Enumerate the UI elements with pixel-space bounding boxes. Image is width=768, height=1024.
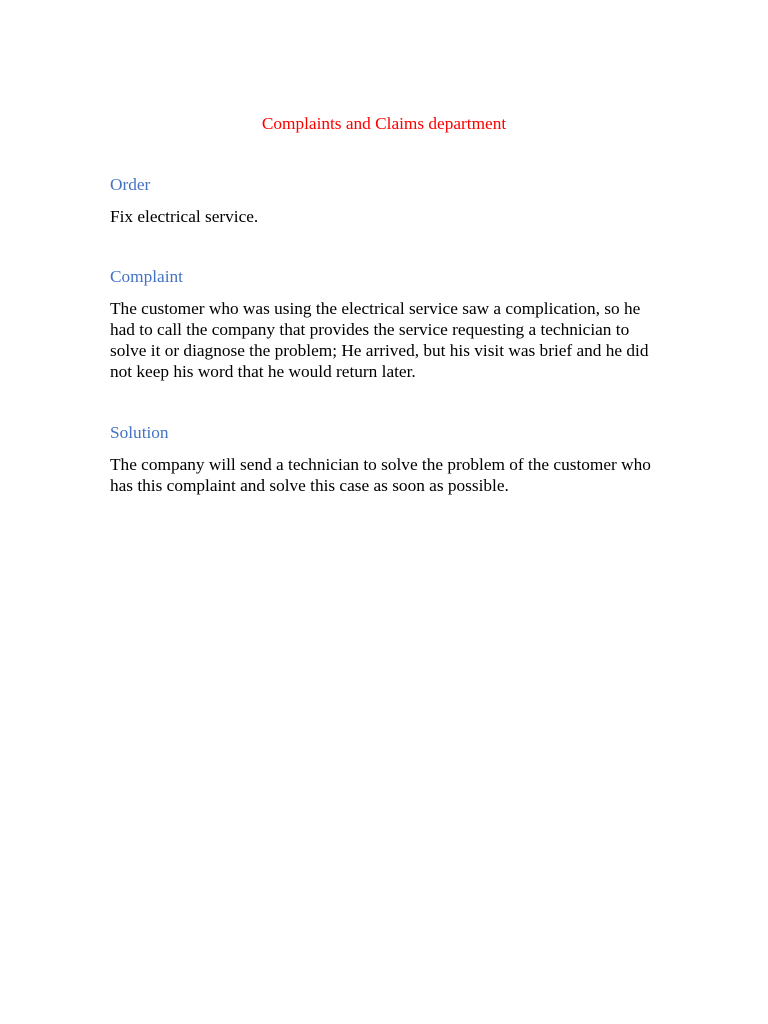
section-complaint	[110, 266, 662, 382]
section-body-solution: The company will send a technician to solve the problem of the customer who has this complaint and solve this case as soon as possible.	[110, 455, 651, 495]
section-solution	[110, 422, 662, 496]
section-heading-solution: Solution	[110, 423, 169, 442]
section-heading-complaint: Complaint	[110, 267, 183, 286]
section-order	[110, 174, 662, 227]
document-title: Complaints and Claims department	[261, 114, 507, 133]
section-body-complaint: The customer who was using the electrical service saw a complication, so he had to call the company that provides the service requesting a technician to solve it or diagnose the problem; He arrived, but his visit was brief and he did not keep his word that he would return later.	[110, 299, 649, 381]
section-heading-order: Order	[110, 175, 151, 194]
section-body-order: Fix electrical service.	[110, 207, 259, 226]
